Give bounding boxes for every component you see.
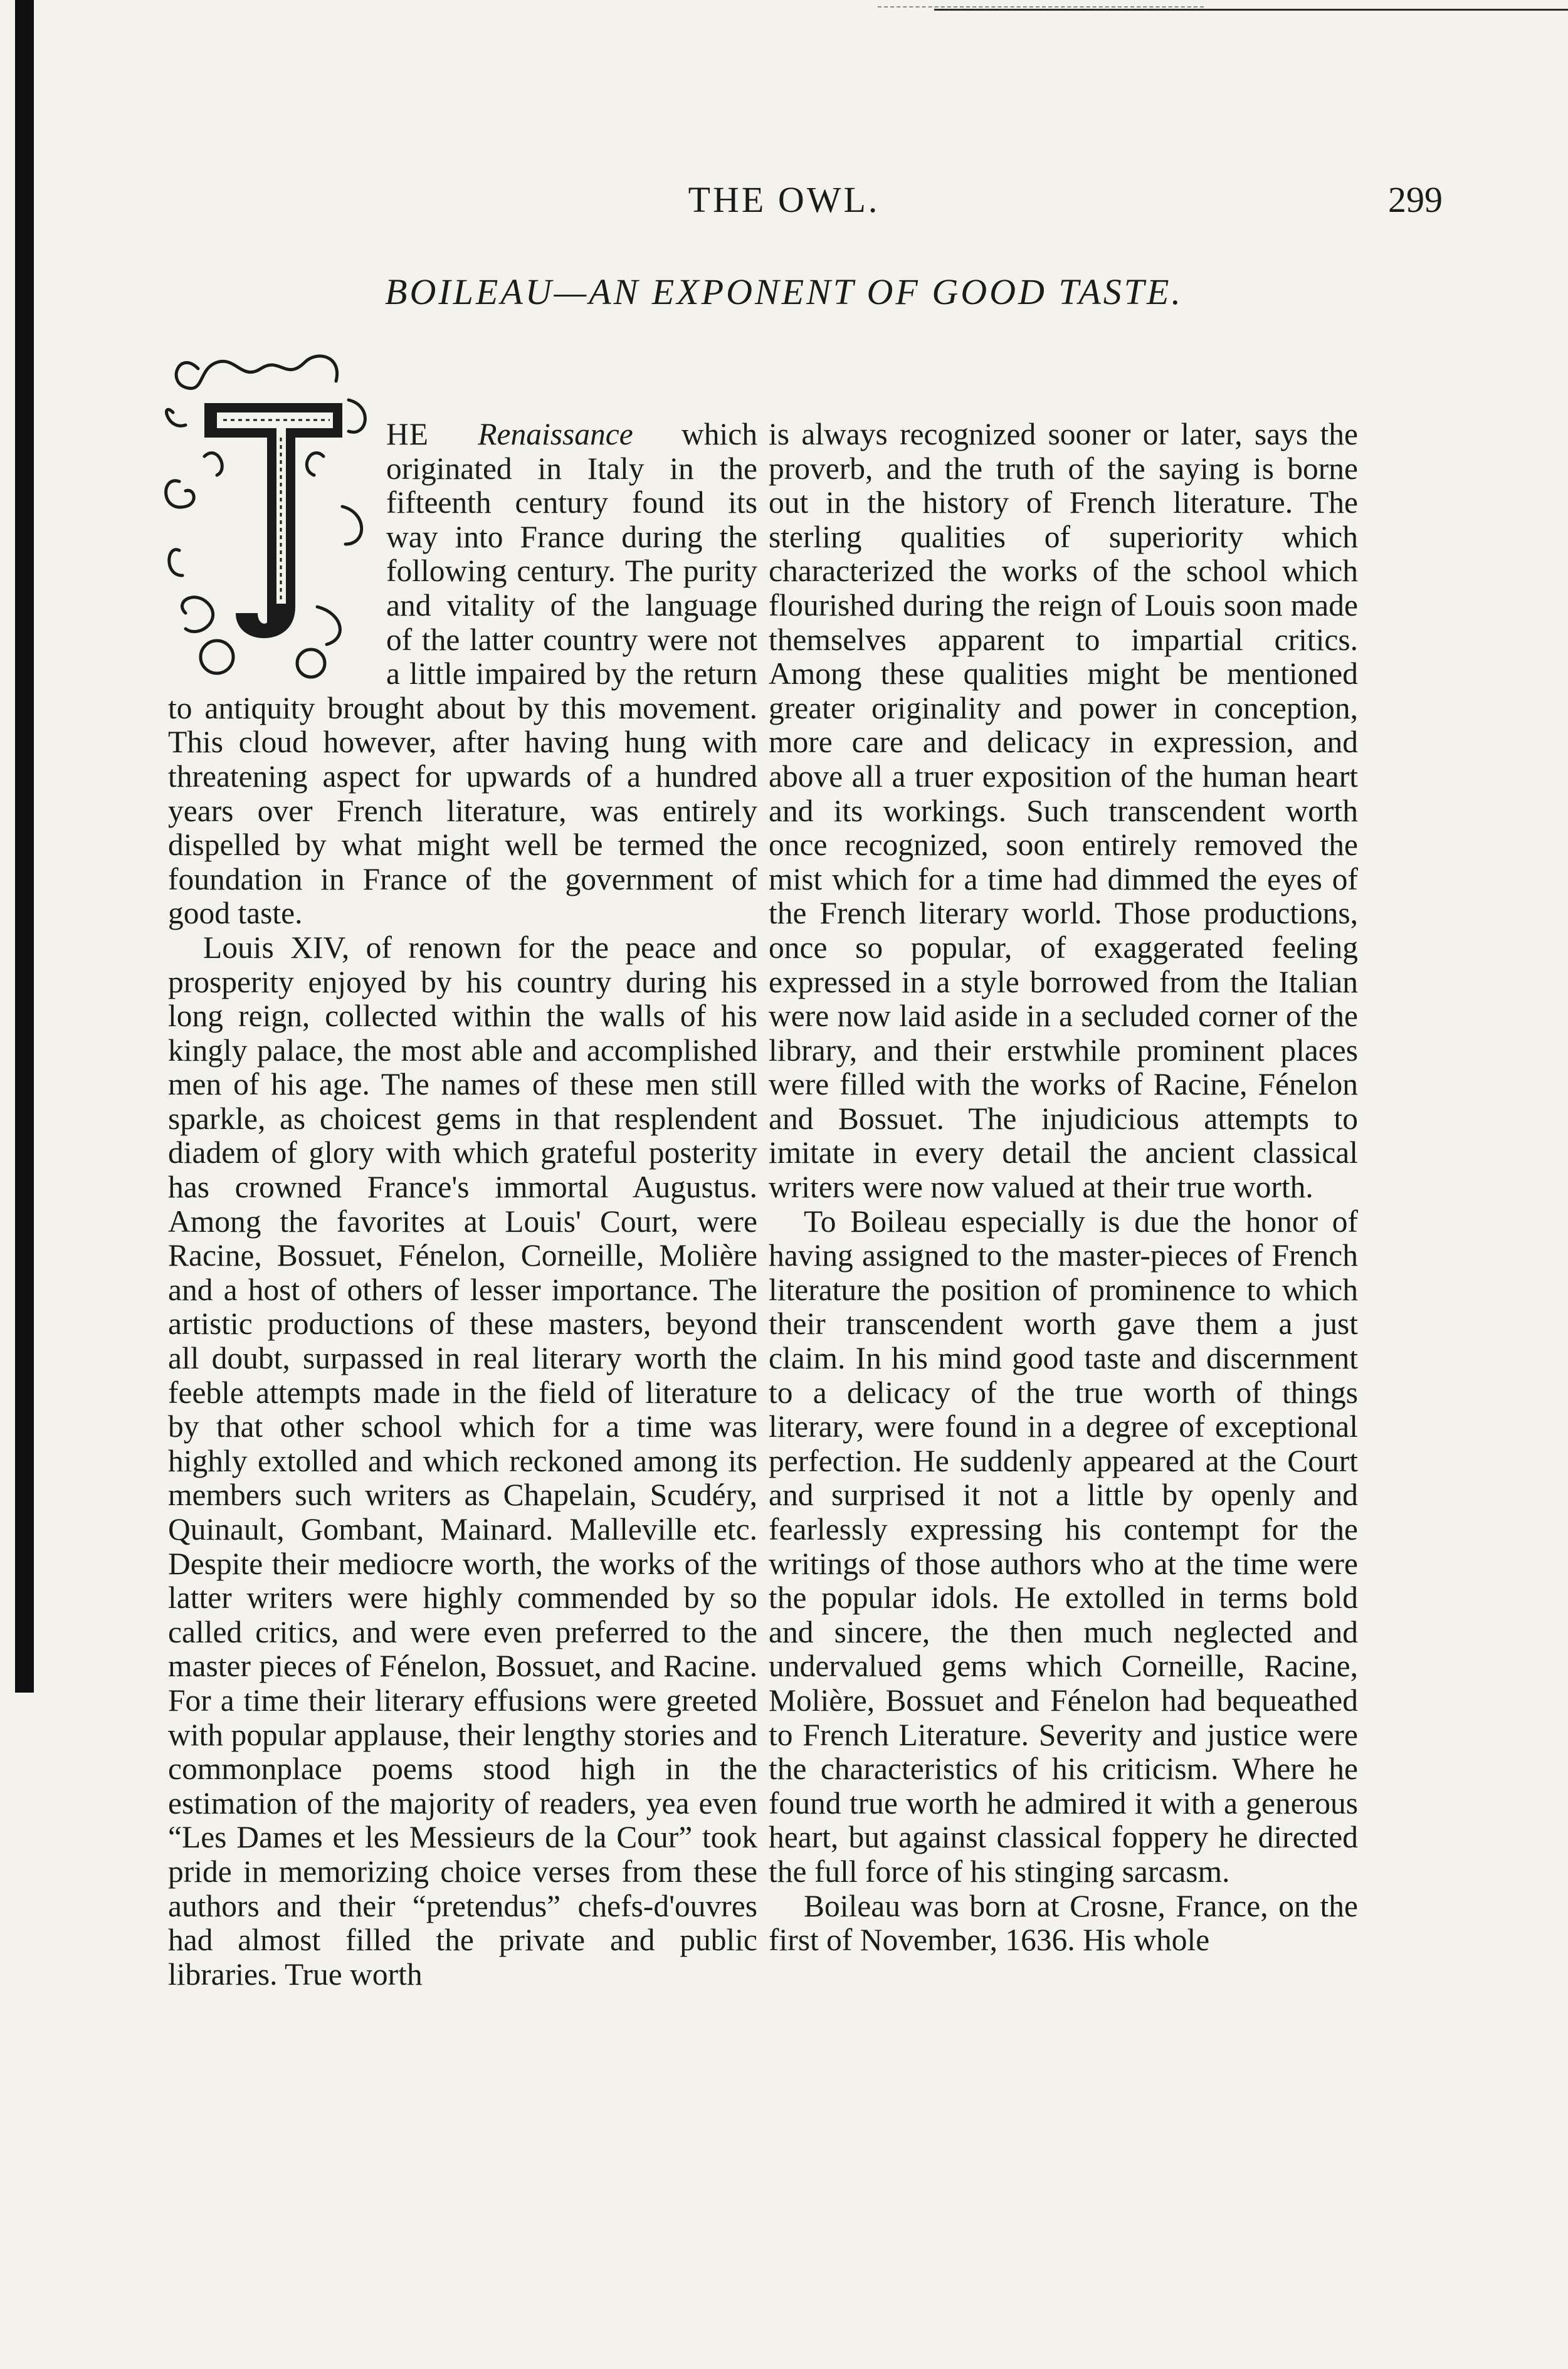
left-column [168,418,757,2273]
ornamental-drop-cap-t [160,344,379,686]
paragraph-3: is always recognized sooner or later, says the proverb, and the truth of the saying is borne out in the history of French literature. The sterling qualities of superiority which characterized the works of the school which flourished during the reign of Louis soon made themselves apparent to impartial critics. Among these qualities might be mentioned greater originality and power in conception, more care and delicacy in expression, and above all a truer exposition of the human heart and its workings. Such transcendent worth once recognized, soon entirely removed the mist which for a time had dimmed the eyes of the French literary world. Those productions, once so popular, of exaggerated feeling expressed in a style borrowed from the Italian were now laid aside in a secluded corner of the library, and their erstwhile prominent places were filled with the works of Racine, Fénelon and Bossuet. The injudicious attempts to imitate in every detail the ancient classical writers were now valued at their true worth. [769,417,1358,1205]
right-column [769,418,1358,2273]
paragraph-4: To Boileau especially is due the honor of having assigned to the master-pieces of French literature the position of prominence to which their transcendent worth gave them a just claim. In his mind good taste and discernment to a delicacy of the true worth of things literary, were found in a degree of exceptional perfection. He suddenly appeared at the Court and surprised it not a little by openly and fearlessly expressing his contempt for the writings of those authors who at the time were the popular idols. He extolled in terms bold and sincere, the then much neglected and undervalued gems which Corneille, Racine, Molière, Bossuet and Fénelon had bequeathed to French Literature. Severity and justice were the characteristics of his criticism. Where he found true worth he admired it with a generous heart, but against classical foppery he directed the full force of his stinging sarcasm. [769,1204,1358,1889]
article-title: BOILEAU—AN EXPONENT OF GOOD TASTE. [385,271,1183,312]
paragraph-1-text: which originated in Italy in the fifteenth century found its way into France during the following century. The purity and vitality of the language of the latter country were not a little impaired by the return to antiquity brought about by this movement. This cloud however, after having hung with threatening aspect for upwards of a hundred years over French literature, was entirely dispelled by what might well be termed the foundation in France of the government of good taste. [168,417,757,931]
paragraph-5: Boileau was born at Crosne, France, on the first of November, 1636. His whole [769,1888,1358,1958]
opening-word-rest: HE [386,417,478,451]
top-edge-dashes [878,6,1204,8]
top-edge-rule [934,9,1568,11]
book-binding-shadow [15,0,34,1693]
paragraph-2: Louis XIV, of renown for the peace and prosperity enjoyed by his country during his long reign, collected within the walls of his kingly palace, the most able and accomplished men of his age. The names of these men still sparkle, as choicest gems in that resplendent diadem of glory with which grateful posterity has crowned France's immortal Augustus. Among the favorites at Louis' Court, were Racine, Bossuet, Fénelon, Corneille, Molière and a host of others of lesser importance. The artistic productions of these masters, beyond all doubt, surpassed in real literary worth the feeble attempts made in the field of literature by that other school which for a time was highly extolled and which reckoned among its members such writers as Chapelain, Scudéry, Quinault, Gombant, Mainard. Malleville etc. Despite their mediocre worth, the works of the latter writers were highly commended by so called critics, and were even preferred to the master pieces of Fénelon, Bossuet, and Racine. For a time their literary effusions were greeted with popular applause, their lengthy stories and commonplace poems stood high in the estimation of the majority of readers, yea even “Les Dames et les Messieurs de la Cour” took pride in memorizing choice verses from these authors and their “pretendus” chefs-d'ouvres had almost filled the private and public libraries. True worth [168,930,757,1992]
page-number: 299 [1388,179,1443,220]
running-head: THE OWL. [688,179,880,220]
opening-italic-word: Renaissance [478,417,633,451]
